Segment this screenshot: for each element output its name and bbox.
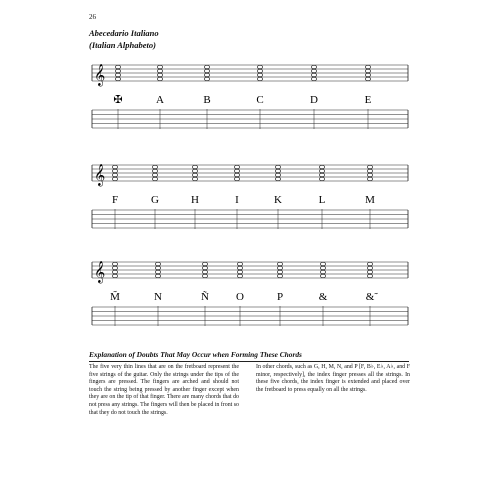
chord-note <box>155 274 160 277</box>
chord-note <box>192 177 197 180</box>
chord-note <box>367 274 372 277</box>
chord-label: &̃ <box>365 291 375 303</box>
chord-label: A <box>156 94 164 106</box>
chord-note <box>112 173 117 176</box>
chord-note <box>367 169 372 172</box>
chord-label: C <box>256 94 264 106</box>
system-row-2 <box>92 164 408 229</box>
chord-note <box>112 262 117 265</box>
chord-label: G <box>151 194 159 206</box>
chord-note <box>234 173 239 176</box>
chord-note <box>202 274 207 277</box>
chord-label: L <box>318 194 326 206</box>
chord-label: D <box>310 94 318 106</box>
chord-note <box>204 73 209 76</box>
chord-note <box>367 266 372 269</box>
chord-note <box>365 73 370 76</box>
chord-note <box>365 65 370 68</box>
chord-note <box>367 165 372 168</box>
chord-note <box>319 177 324 180</box>
chord-note <box>237 262 242 265</box>
chord-label: M̃ <box>110 291 120 303</box>
page-number: 26 <box>89 13 96 21</box>
chord-label: K <box>274 194 282 206</box>
chord-note <box>367 262 372 265</box>
chord-note <box>311 73 316 76</box>
chord-note <box>257 73 262 76</box>
chord-note <box>157 65 162 68</box>
chord-note <box>112 270 117 273</box>
chord-note <box>115 65 120 68</box>
chord-note <box>277 262 282 265</box>
chord-note <box>319 173 324 176</box>
chord-note <box>311 69 316 72</box>
chord-note <box>202 266 207 269</box>
chord-note <box>277 274 282 277</box>
treble-clef: 𝄞 <box>94 164 106 186</box>
chord-label: O <box>236 291 244 303</box>
chord-note <box>192 165 197 168</box>
chord-note <box>204 69 209 72</box>
chord-note <box>311 77 316 80</box>
chord-note <box>157 69 162 72</box>
chord-note <box>155 262 160 265</box>
system-row-3 <box>92 261 408 326</box>
chord-note <box>320 274 325 277</box>
chord-label: M <box>365 194 375 206</box>
chord-note <box>202 270 207 273</box>
chord-note <box>257 69 262 72</box>
chord-note <box>257 65 262 68</box>
chord-note <box>311 65 316 68</box>
explanation-right-column: In other chords, such as G, H, M, N, and P [F, B♭, E♭, A♭, and F minor, respectively], the index finger presses all the strings. In these five chords, the index finger is extended and placed over the fretboard to press equally on all the strings. <box>256 364 410 393</box>
chord-note <box>257 77 262 80</box>
chord-note <box>192 169 197 172</box>
treble-clef: 𝄞 <box>94 64 106 86</box>
page-subtitle: (Italian Alphabeto) <box>89 40 156 50</box>
chord-note <box>275 177 280 180</box>
section-heading: Explanation of Doubts That May Occur when Forming These Chords <box>89 350 409 362</box>
chord-label: E <box>364 94 372 106</box>
chord-note <box>152 177 157 180</box>
chord-note <box>112 274 117 277</box>
chord-note <box>115 69 120 72</box>
chord-note <box>320 270 325 273</box>
chord-note <box>237 266 242 269</box>
chord-label: P <box>276 291 284 303</box>
chord-note <box>367 270 372 273</box>
chord-note <box>275 169 280 172</box>
chord-note <box>115 73 120 76</box>
chord-label: & <box>318 291 328 303</box>
chord-note <box>367 173 372 176</box>
treble-clef: 𝄞 <box>94 261 106 283</box>
page-title: Abecedario Italiano <box>89 28 159 38</box>
chord-note <box>152 169 157 172</box>
chord-note <box>237 274 242 277</box>
chord-label: ✠ <box>113 94 123 106</box>
chord-note <box>202 262 207 265</box>
chord-note <box>152 173 157 176</box>
chord-note <box>157 77 162 80</box>
explanation-left-column: The five very thin lines that are on the fretboard represent the five strings of the guitar. Only the strings under the tips of the fingers are pressed. The fingers are arched and should not touch the string being pressed by another finger except when they are on the tip of that finger. There are many chords that do not press any strings. The fingers will then be placed in front so that they do not touch the strings. <box>89 364 239 416</box>
chord-note <box>237 270 242 273</box>
chord-note <box>234 165 239 168</box>
chord-note <box>112 177 117 180</box>
chord-note <box>319 165 324 168</box>
chord-note <box>112 169 117 172</box>
chord-label: B <box>203 94 211 106</box>
chord-note <box>275 173 280 176</box>
chord-note <box>277 266 282 269</box>
chord-note <box>192 173 197 176</box>
chord-note <box>365 69 370 72</box>
chord-note <box>115 77 120 80</box>
chord-note <box>367 177 372 180</box>
chord-note <box>234 177 239 180</box>
chord-label: N <box>154 291 162 303</box>
chord-note <box>152 165 157 168</box>
chord-note <box>155 266 160 269</box>
chord-note <box>112 165 117 168</box>
chord-note <box>320 262 325 265</box>
chord-note <box>277 270 282 273</box>
chord-label: Ñ <box>201 291 209 303</box>
chord-note <box>365 77 370 80</box>
chord-note <box>155 270 160 273</box>
chord-note <box>234 169 239 172</box>
chord-note <box>204 65 209 68</box>
chord-note <box>319 169 324 172</box>
chord-note <box>275 165 280 168</box>
system-row-1 <box>92 64 408 129</box>
chord-note <box>204 77 209 80</box>
chord-label: H <box>191 194 199 206</box>
chord-note <box>157 73 162 76</box>
chord-label: F <box>111 194 119 206</box>
chord-note <box>320 266 325 269</box>
chord-note <box>112 266 117 269</box>
chord-label: I <box>235 194 239 206</box>
